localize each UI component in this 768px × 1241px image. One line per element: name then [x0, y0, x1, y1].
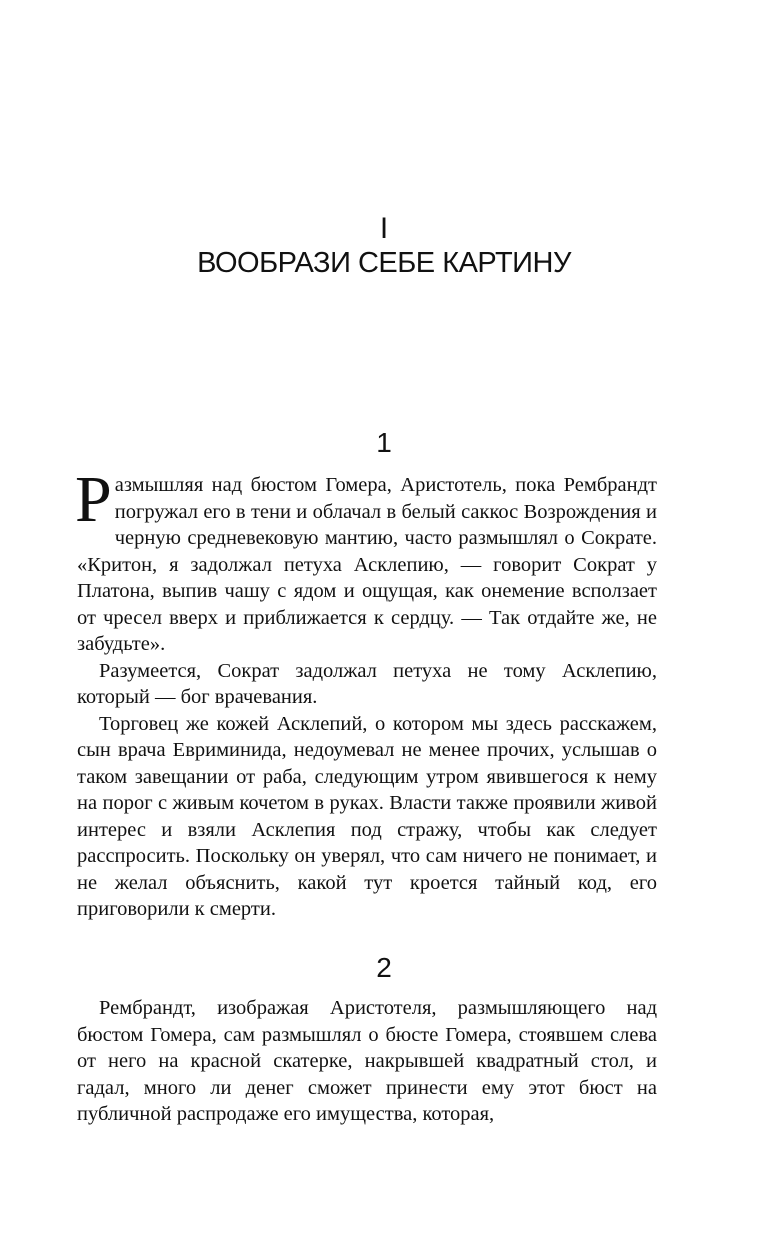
- part-number: I: [379, 212, 389, 245]
- part-title: ВООБРАЗИ СЕБЕ КАРТИНУ: [197, 247, 571, 279]
- paragraph-text: азмышляя над бюстом Гомера, Аристотель, пока Рембрандт погружал его в тени и облачал в белый саккос Возрождения и черную средневековую мантию, часто размышлял о Сократе. «Критон, я задолжал петуха Асклепию, — говорит Сократ у Платона, выпив чашу с ядом и ощущая, как онемение всползает от чресел вверх и приближается к сердцу. — Так отдайте же, не забудьте».: [77, 474, 657, 655]
- drop-cap: Р: [75, 463, 112, 536]
- section-2-number: 2: [376, 952, 392, 983]
- section-1-text: [75, 463, 657, 923]
- section-1-number: 1: [376, 427, 392, 458]
- section-2-paragraph-1: Рембрандт, изображая Аристотеля, размышляющего над бюстом Гомера, сам размышлял о бюсте Гомера, стоявшем слева от него на красной скатерке, накрывшей квадратный стол, и гадал, много ли денег сможет принести ему этот бюст на публичной распродаже его имущества, которая,: [77, 997, 657, 1125]
- section-1-paragraph-2: Разумеется, Сократ задолжал петуха не тому Асклепию, который — бог врачевания.: [77, 659, 657, 708]
- section-2-text: [77, 995, 657, 1128]
- section-1-paragraph-3: Торговец же кожей Асклепий, о котором мы здесь расскажем, сын врача Евриминида, недоумевал не менее прочих, услышав о таком завещании от раба, следующим утром явившегося к нему на порог с живым кочетом в руках. Власти также проявили живой интерес и взяли Асклепия под стражу, чтобы как следует расспросить. Поскольку он уверял, что сам ничего не понимает, и не желал объяснить, какой тут кроется тайный код, его приговорили к смерти.: [77, 712, 657, 920]
- section-1-paragraph-1: [75, 463, 657, 658]
